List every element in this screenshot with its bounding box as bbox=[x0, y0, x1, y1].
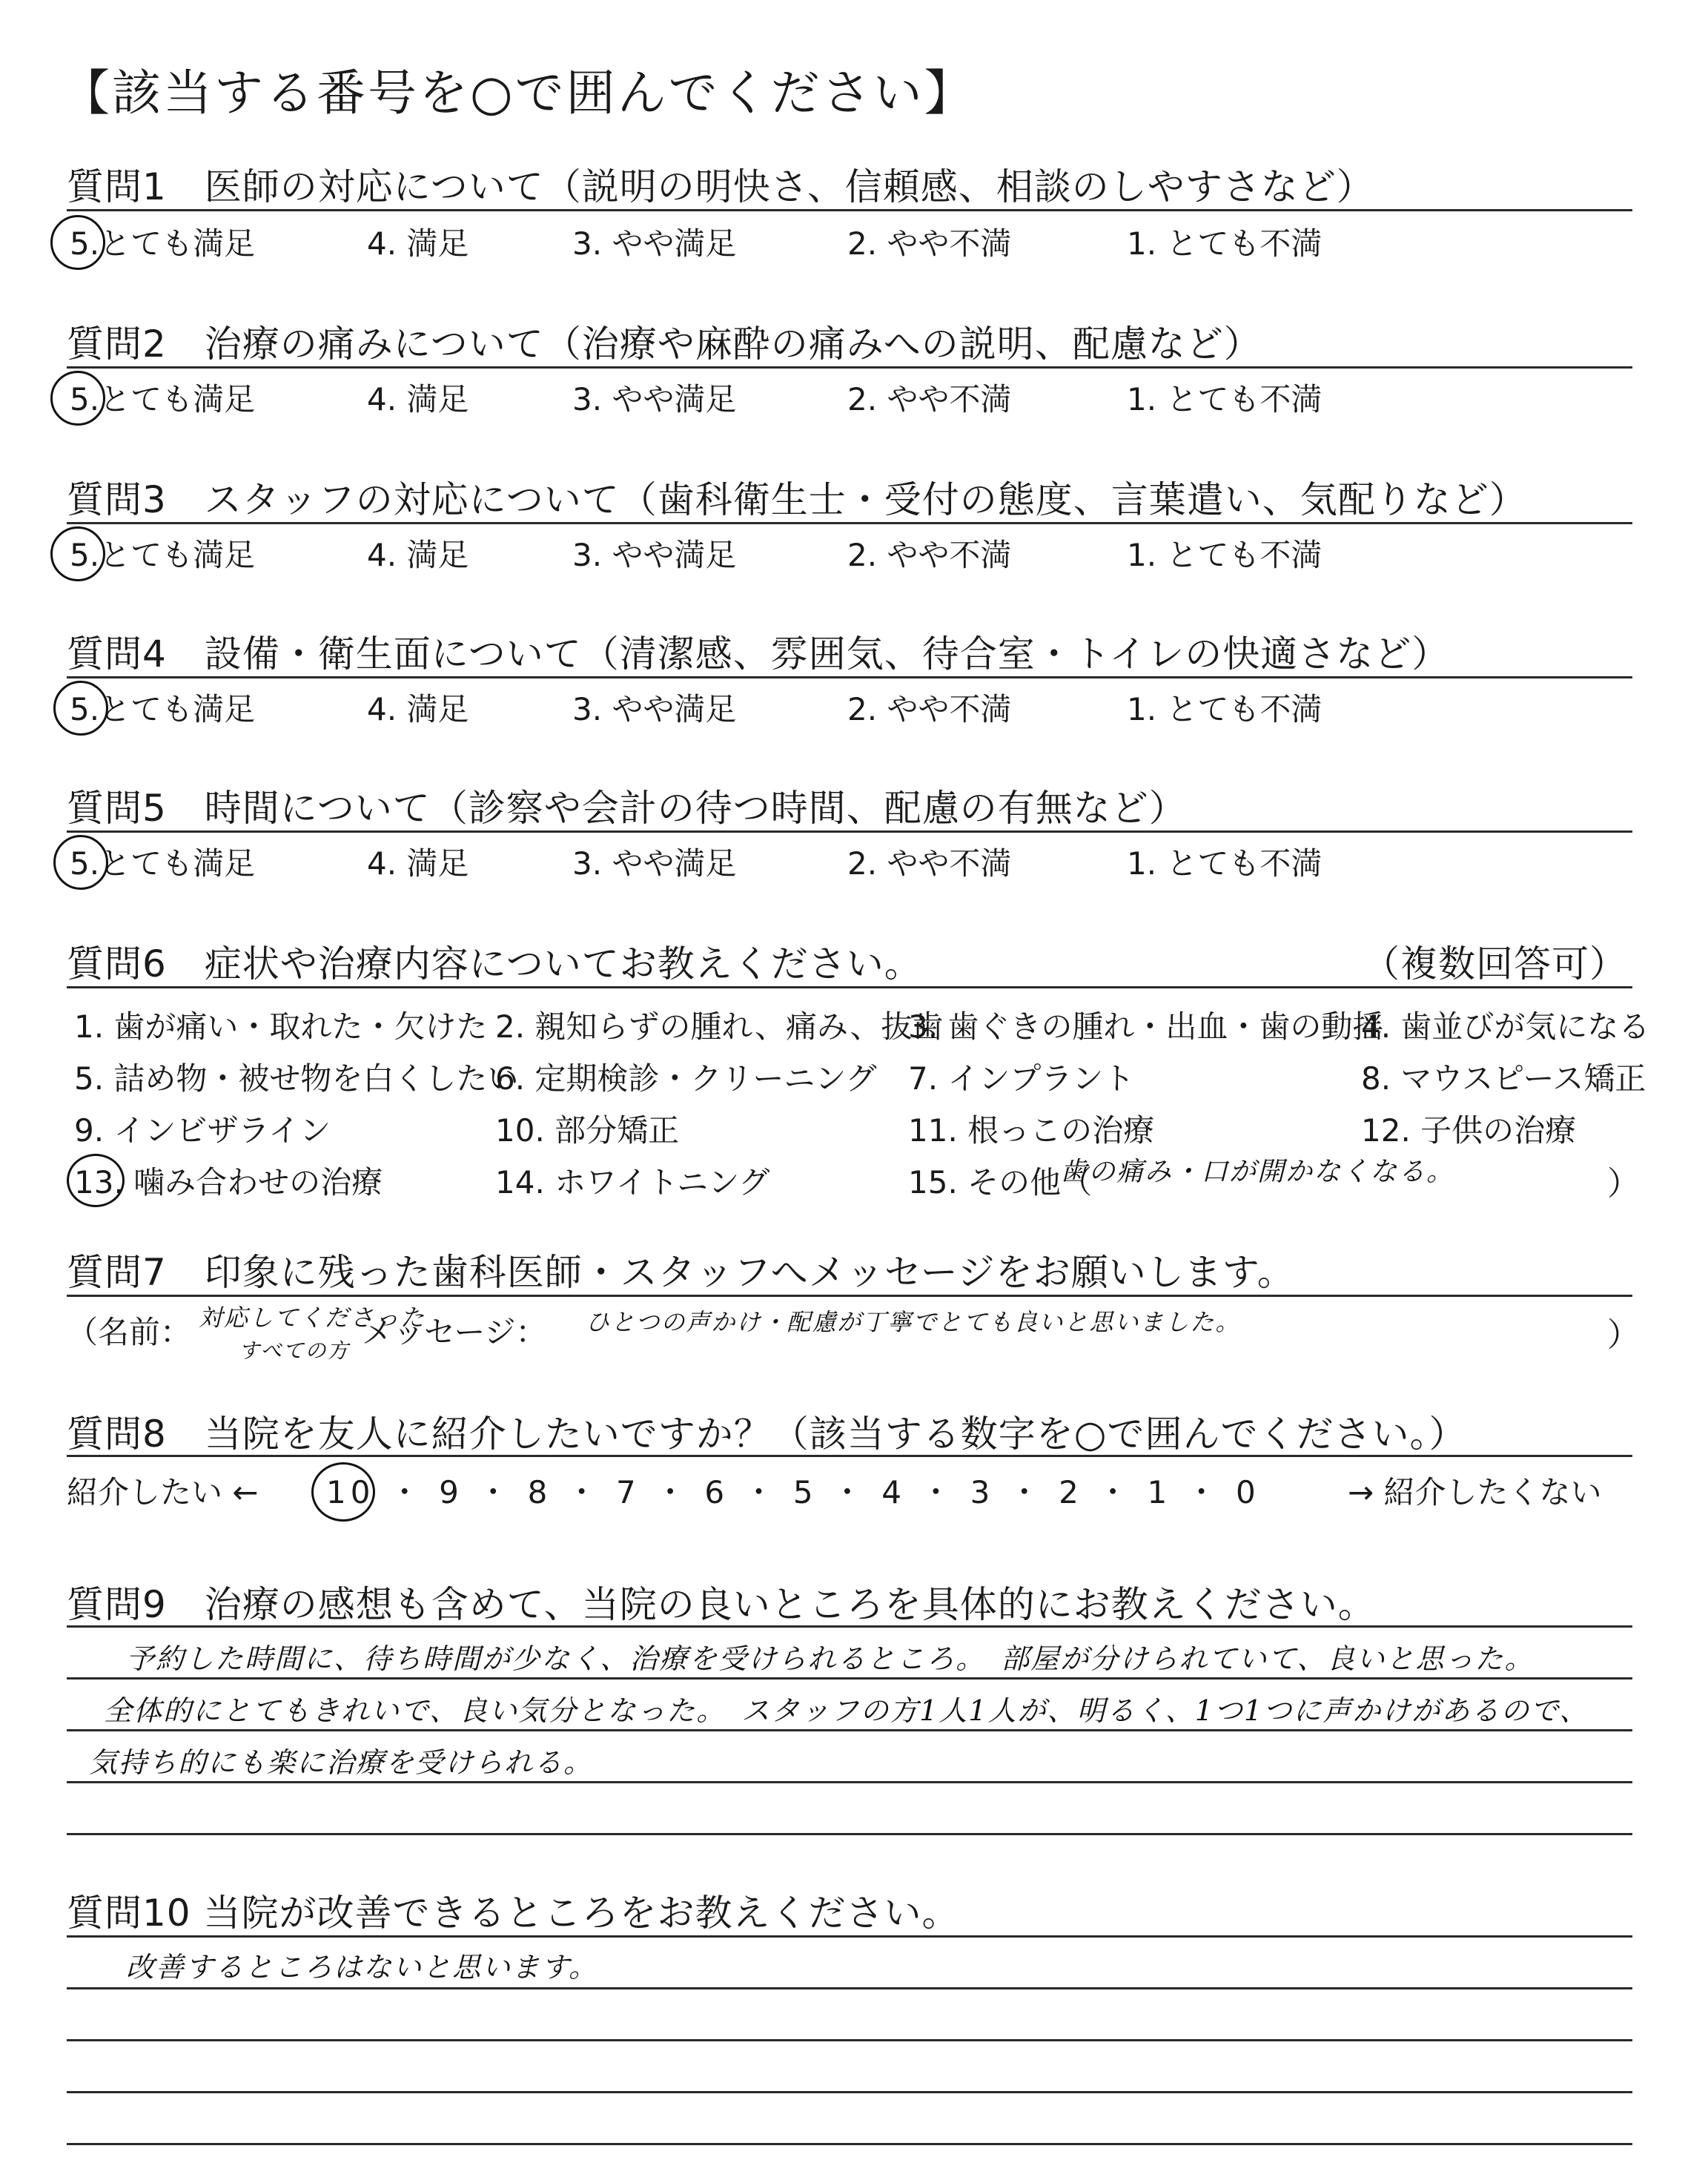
rating-option-1[interactable]: 1. とても不満 bbox=[1127, 537, 1323, 573]
rating-option-4[interactable]: 4. 満足 bbox=[367, 845, 469, 882]
divider bbox=[67, 1295, 1632, 1297]
good-points-line-2[interactable]: 全体的にとてもきれいで、良い気分となった。 スタッフの方1人1人が、明るく、1つ1つに声かけがあるので、 bbox=[104, 1694, 1589, 1727]
rating-option-5[interactable]: 5.とても満足 bbox=[70, 845, 256, 882]
rating-option-5[interactable]: 5.とても満足 bbox=[70, 225, 256, 262]
question-9-title: 質問9 治療の感想も含めて、当院の良いところを具体的にお教えください。 bbox=[67, 1583, 1376, 1626]
rating-option-4[interactable]: 4. 満足 bbox=[367, 381, 469, 417]
other-symptom-text[interactable]: 歯の痛み・口が開かなくなる。 bbox=[1060, 1157, 1455, 1187]
divider bbox=[67, 1935, 1632, 1938]
symptom-option-3[interactable]: 3. 歯ぐきの腫れ・出血・歯の動揺 bbox=[908, 1008, 1384, 1045]
recommend-right-label: → 紹介したくない bbox=[1348, 1474, 1602, 1510]
name-value-line2[interactable]: すべての方 bbox=[239, 1338, 350, 1363]
rating-option-4[interactable]: 4. 満足 bbox=[367, 691, 469, 727]
form-title: 【該当する番号を○で囲んでください】 bbox=[61, 65, 976, 122]
message-label: メッセージ： bbox=[362, 1314, 547, 1350]
divider bbox=[67, 830, 1632, 833]
divider bbox=[67, 522, 1632, 524]
answer-line bbox=[67, 2143, 1632, 2145]
rating-option-2[interactable]: 2. やや不満 bbox=[847, 225, 1012, 262]
symptom-option-6[interactable]: 6. 定期検診・クリーニング bbox=[495, 1060, 877, 1097]
divider bbox=[67, 1455, 1632, 1457]
name-value[interactable]: 対応してくださった bbox=[199, 1304, 426, 1332]
rating-option-1[interactable]: 1. とても不満 bbox=[1127, 381, 1323, 417]
answer-line bbox=[67, 2039, 1632, 2041]
rating-option-3[interactable]: 3. やや満足 bbox=[572, 381, 737, 417]
question-1-title: 質問1 医師の対応について（説明の明快さ、信頼感、相談のしやすさなど） bbox=[67, 165, 1374, 208]
divider bbox=[67, 1625, 1632, 1628]
rating-option-5[interactable]: 5.とても満足 bbox=[70, 691, 256, 727]
rating-option-1[interactable]: 1. とても不満 bbox=[1127, 225, 1323, 262]
improvement-line-1[interactable]: 改善するところはないと思います。 bbox=[126, 1951, 598, 1984]
question-10-title: 質問10 当院が改善できるところをお教えください。 bbox=[67, 1892, 960, 1935]
recommend-scale[interactable]: 10 ・ 9 ・ 8 ・ 7 ・ 6 ・ 5 ・ 4 ・ 3 ・ 2 ・ 1 ・ 0 bbox=[326, 1474, 1260, 1510]
rating-option-3[interactable]: 3. やや満足 bbox=[572, 537, 737, 573]
rating-option-4[interactable]: 4. 満足 bbox=[367, 537, 469, 573]
rating-option-4[interactable]: 4. 満足 bbox=[367, 225, 469, 262]
rating-option-2[interactable]: 2. やや不満 bbox=[847, 845, 1012, 882]
symptom-option-9[interactable]: 9. インビザライン bbox=[74, 1112, 331, 1149]
message-value[interactable]: ひとつの声かけ・配慮が丁寧でとても良いと思いました。 bbox=[586, 1308, 1241, 1336]
divider bbox=[67, 676, 1632, 678]
close-paren: ） bbox=[1607, 1165, 1640, 1203]
rating-option-3[interactable]: 3. やや満足 bbox=[572, 225, 737, 262]
rating-option-5[interactable]: 5.とても満足 bbox=[70, 537, 256, 573]
rating-option-1[interactable]: 1. とても不満 bbox=[1127, 845, 1323, 882]
rating-option-3[interactable]: 3. やや満足 bbox=[572, 691, 737, 727]
symptom-option-1[interactable]: 1. 歯が痛い・取れた・欠けた bbox=[74, 1008, 488, 1045]
answer-line bbox=[67, 1833, 1632, 1835]
rating-option-2[interactable]: 2. やや不満 bbox=[847, 537, 1012, 573]
rating-option-1[interactable]: 1. とても不満 bbox=[1127, 691, 1323, 727]
answer-line bbox=[67, 1729, 1632, 1731]
question-5-title: 質問5 時間について（診察や会計の待つ時間、配慮の有無など） bbox=[67, 787, 1187, 830]
answer-line bbox=[67, 1987, 1632, 1989]
answer-line bbox=[67, 2091, 1632, 2093]
answer-line bbox=[67, 1677, 1632, 1680]
rating-option-3[interactable]: 3. やや満足 bbox=[572, 845, 737, 882]
close-paren: ） bbox=[1607, 1316, 1640, 1354]
symptom-option-7[interactable]: 7. インプラント bbox=[908, 1060, 1135, 1097]
question-7-title: 質問7 印象に残った歯科医師・スタッフへメッセージをお願いします。 bbox=[67, 1251, 1295, 1294]
divider bbox=[67, 209, 1632, 211]
recommend-left-label: 紹介したい ← bbox=[67, 1474, 259, 1510]
name-label: （名前： bbox=[67, 1314, 192, 1350]
divider bbox=[67, 366, 1632, 369]
good-points-line-1[interactable]: 予約した時間に、待ち時間が少なく、治療を受けられるところ。 部屋が分けられていて、良いと思った。 bbox=[126, 1642, 1535, 1675]
rating-option-2[interactable]: 2. やや不満 bbox=[847, 691, 1012, 727]
question-6-title: 質問6 症状や治療内容についてお教えください。 bbox=[67, 942, 922, 985]
symptom-option-2[interactable]: 2. 親知らずの腫れ、痛み、抜歯 bbox=[495, 1008, 944, 1045]
symptom-option-5[interactable]: 5. 詰め物・被せ物を白くしたい bbox=[74, 1060, 519, 1097]
symptom-option-10[interactable]: 10. 部分矯正 bbox=[495, 1112, 680, 1149]
symptom-option-11[interactable]: 11. 根っこの治療 bbox=[908, 1112, 1155, 1149]
multiple-answer-note: （複数回答可） bbox=[1363, 942, 1627, 985]
symptom-option-4[interactable]: 4. 歯並びが気になる bbox=[1361, 1008, 1650, 1045]
symptom-option-12[interactable]: 12. 子供の治療 bbox=[1361, 1112, 1577, 1149]
question-2-title: 質問2 治療の痛みについて（治療や麻酔の痛みへの説明、配慮など） bbox=[67, 323, 1262, 366]
divider bbox=[67, 986, 1632, 988]
symptom-option-13[interactable]: 13. 噛み合わせの治療 bbox=[74, 1164, 383, 1200]
good-points-line-3[interactable]: 気持ち的にも楽に治療を受けられる。 bbox=[89, 1746, 594, 1779]
symptom-option-15[interactable]: 15. その他（ bbox=[908, 1164, 1093, 1200]
question-8-title: 質問8 当院を友人に紹介したいですか？（該当する数字を○で囲んでください。） bbox=[67, 1413, 1467, 1456]
question-3-title: 質問3 スタッフの対応について（歯科衛生士・受付の態度、言葉遣い、気配りなど） bbox=[67, 478, 1527, 521]
rating-option-2[interactable]: 2. やや不満 bbox=[847, 381, 1012, 417]
answer-line bbox=[67, 1781, 1632, 1783]
symptom-option-8[interactable]: 8. マウスピース矯正 bbox=[1361, 1060, 1646, 1097]
question-4-title: 質問4 設備・衛生面について（清潔感、雰囲気、待合室・トイレの快適さなど） bbox=[67, 633, 1450, 676]
symptom-option-14[interactable]: 14. ホワイトニング bbox=[495, 1164, 770, 1200]
rating-option-5[interactable]: 5.とても満足 bbox=[70, 381, 256, 417]
